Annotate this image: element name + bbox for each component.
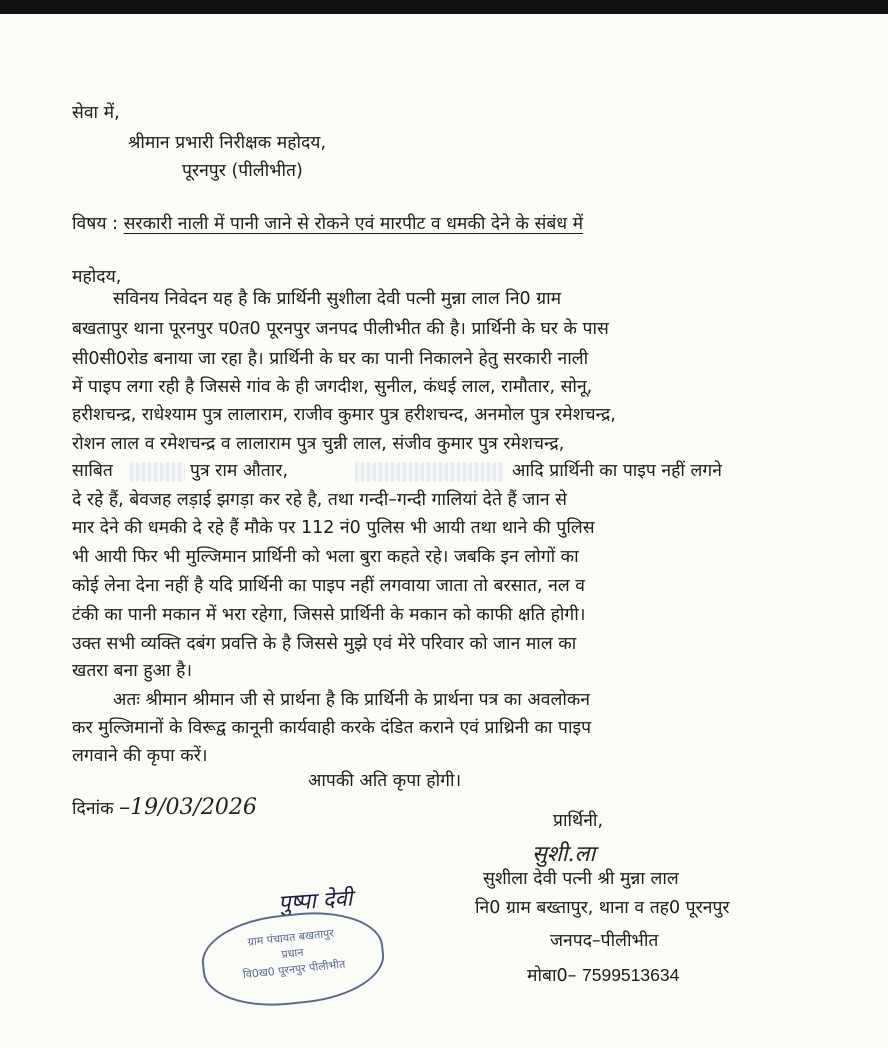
- subject-label: विषय :: [72, 214, 118, 234]
- redacted-name-1: [130, 462, 185, 482]
- redacted-name-2: [355, 462, 505, 482]
- top-edge-bar: [0, 0, 888, 14]
- stamp-signature: पुष्पा देवी: [277, 886, 354, 917]
- stamp-line-1: ग्राम पंचायत बखतापुर: [247, 926, 335, 949]
- stamp-line-2: प्रधान: [280, 945, 305, 962]
- body-line-4: में पाइप लगा रही है जिससे गांव के ही जगदीश, सुनील, कंधई लाल, रामौतार, सोनू,: [72, 377, 593, 397]
- date-line: [72, 797, 257, 820]
- body-line-14: खतरा बना हुआ है।: [72, 661, 193, 681]
- recipient-title: श्रीमान प्रभारी निरीक्षक महोदय,: [128, 133, 327, 153]
- applicant-address: नि0 ग्राम बख्तापुर, थाना व तह0 पूरनपुर: [475, 898, 730, 918]
- applicant-district: जनपद–पीलीभीत: [550, 931, 659, 951]
- request-line-1: अतः श्रीमान श्रीमान जी से प्रार्थना है कि प्रार्थिनी के प्रार्थना पत्र का अवलोकन: [113, 690, 591, 710]
- recipient-place: पूरनपुर (पीलीभीत): [182, 161, 303, 181]
- date-value: –19/03/2026: [119, 795, 257, 820]
- body-line-7c: आदि प्रार्थिनी का पाइप नहीं लगने: [512, 461, 722, 481]
- mobile-number: 7599513634: [582, 965, 680, 985]
- body-line-12: टंकी का पानी मकान में भरा रहेगा, जिससे प्रार्थिनी के मकान को काफी क्षति होगी।: [72, 605, 586, 625]
- applicant-mobile: [527, 964, 679, 987]
- salutation: सेवा में,: [72, 103, 120, 123]
- request-line-3: लगवाने की कृपा करें।: [72, 746, 208, 766]
- body-line-7a: साबित: [72, 461, 113, 481]
- body-line-5: हरीशचन्द्र, राधेश्याम पुत्र लालाराम, राजीव कुमार पुत्र हरीशचन्द, अनमोल पुत्र रमेशचन्द्र,: [72, 405, 616, 425]
- body-line-11: कोई लेना देना नहीं है यदि प्रार्थिनी का पाइप नहीं लगवाया जाता तो बरसात, नल व: [72, 576, 585, 596]
- body-line-2: बखतापुर थाना पूरनपुर प0त0 पूरनपुर जनपद पीलीभीत की है। प्रार्थिनी के घर के पास: [72, 319, 609, 339]
- subject-line: [72, 213, 583, 235]
- closing-line: आपकी अति कृपा होगी।: [308, 771, 462, 791]
- stamp-line-3: वि0ख0 पूरनपुर पीलीभीत: [242, 957, 346, 982]
- applicant-label: प्रार्थिनी,: [553, 811, 604, 831]
- body-line-13: उक्त सभी व्यक्ति दबंग प्रवत्ति के है जिससे मुझे एवं मेरे परिवार को जान माल का: [72, 634, 577, 654]
- body-line-6: रोशन लाल व रमेशचन्द्र व लालाराम पुत्र चुन्नी लाल, संजीव कुमार पुत्र रमेशचन्द्र,: [72, 434, 565, 454]
- date-label: दिनांक: [72, 799, 114, 819]
- body-line-3: सी0सी0रोड बनाया जा रहा है। प्रार्थिनी के घर का पानी निकालने हेतु सरकारी नाली: [72, 349, 589, 369]
- subject-text: सरकारी नाली में पानी जाने से रोकने एवं मारपीट व धमकी देने के संबंध में: [123, 214, 584, 234]
- applicant-name: सुशीला देवी पत्नी श्री मुन्ना लाल: [483, 869, 679, 889]
- request-line-2: कर मुल्जिमानों के विरूद्व कानूनी कार्यवाही करके दंडित कराने एवं प्राथ्रिनी का पाइप: [72, 718, 592, 738]
- applicant-signature: सुशी.ला: [532, 842, 596, 867]
- body-line-10: भी आयी फिर भी मुल्जिमान प्रार्थिनी को भला बुरा कहते रहे। जबकि इन लोगों का: [72, 547, 579, 567]
- body-line-8: दे रहे हैं, बेवजह लड़ाई झगड़ा कर रहे है, तथा गन्दी–गन्दी गालियां देते हैं जान से: [72, 490, 567, 510]
- body-line-9: मार देने की धमकी दे रहे हैं मौके पर 112 नं0 पुलिस भी आयी तथा थाने की पुलिस: [72, 518, 595, 538]
- mobile-label: मोबा0–: [527, 966, 577, 986]
- body-line-1: सविनय निवेदन यह है कि प्रार्थिनी सुशीला देवी पत्नी मुन्ना लाल नि0 ग्राम: [113, 289, 562, 309]
- body-line-7b: पुत्र राम औतार,: [190, 461, 289, 481]
- greeting: महोदय,: [72, 267, 122, 287]
